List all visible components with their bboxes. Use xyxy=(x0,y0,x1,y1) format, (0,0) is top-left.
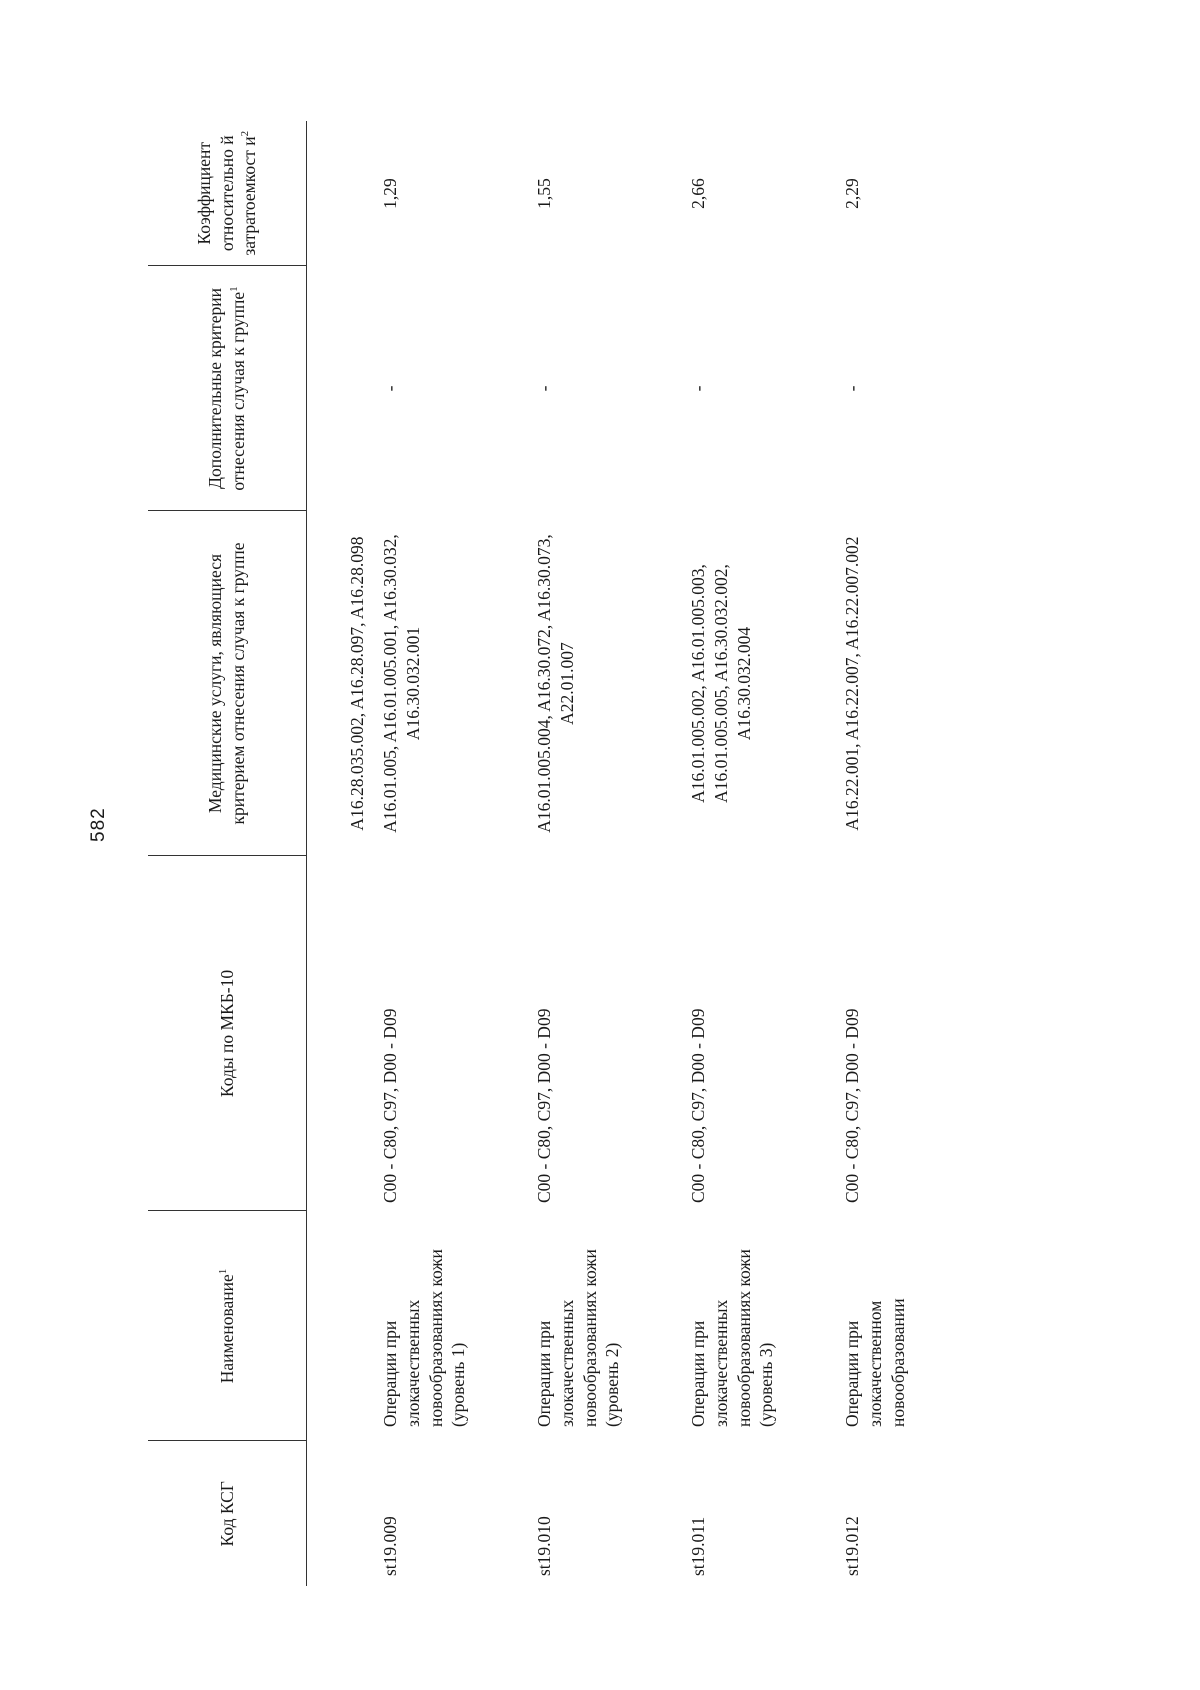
header-criteria: Дополнительные критерии отнесения случая к группе$^1$ xyxy=(148,266,307,511)
row-coefficient: 1,55 xyxy=(534,178,554,209)
row-icd: C00 - C80, C97, D00 - D09 xyxy=(534,1008,554,1203)
row-code: st19.011 xyxy=(688,1516,708,1576)
table-row xyxy=(831,121,961,1586)
continuation-services: A16.28.035.002, A16.28.097, A16.28.098 xyxy=(347,536,368,831)
table-row xyxy=(523,121,677,1586)
row-name: Операции при злокачественных новообразованиях кожи (уровень 3) xyxy=(688,1249,777,1427)
row-name: Операции при злокачественных новообразованиях кожи (уровень 2) xyxy=(534,1249,623,1427)
row-services: A16.01.005, A16.01.005.001, A16.30.032, A16.30.032.001 xyxy=(380,534,423,833)
table-row xyxy=(677,121,831,1586)
row-code: st19.012 xyxy=(842,1516,862,1576)
row-services: A16.22.001, A16.22.007, A16.22.007.002 xyxy=(842,536,862,831)
header-icd: Коды по МКБ-10 xyxy=(148,856,307,1211)
row-name: Операции при злокачественном новообразовании xyxy=(842,1298,908,1427)
row-criteria: - xyxy=(534,385,554,392)
rotated-table-container xyxy=(148,121,1198,1586)
row-coefficient: 1,29 xyxy=(380,178,400,209)
table-row xyxy=(369,121,523,1586)
header-code: Код КСГ xyxy=(148,1441,307,1586)
row-coefficient: 2,66 xyxy=(688,178,708,209)
row-icd: C00 - C80, C97, D00 - D09 xyxy=(380,1008,400,1203)
row-services: A16.01.005.004, A16.30.072, A16.30.073, A22.01.007 xyxy=(534,534,577,833)
table-body xyxy=(307,121,962,1586)
row-criteria: - xyxy=(380,385,400,392)
table-header xyxy=(148,121,307,1586)
row-code: st19.009 xyxy=(380,1516,400,1576)
ksg-table xyxy=(148,121,961,1586)
row-icd: C00 - C80, C97, D00 - D09 xyxy=(688,1008,708,1203)
row-name: Операции при злокачественных новообразованиях кожи (уровень 1) xyxy=(380,1249,469,1427)
row-criteria: - xyxy=(842,385,862,392)
page-number: 582 xyxy=(88,807,109,842)
header-coefficient: Коэффициент относительно й затратоемкост $и^2$ xyxy=(148,121,307,266)
continuation-row xyxy=(307,121,370,1586)
header-services: Медицинские услуги, являющиеся критерием отнесения случая к группе xyxy=(148,511,307,856)
row-coefficient: 2,29 xyxy=(842,178,862,209)
row-icd: C00 - C80, C97, D00 - D09 xyxy=(842,1008,862,1203)
header-name: Наименование$^1$ xyxy=(148,1211,307,1441)
row-services: A16.01.005.002, A16.01.005.003, A16.01.005.005, A16.30.032.002, A16.30.032.004 xyxy=(688,564,754,803)
row-code: st19.010 xyxy=(534,1516,554,1576)
row-criteria: - xyxy=(688,385,708,392)
